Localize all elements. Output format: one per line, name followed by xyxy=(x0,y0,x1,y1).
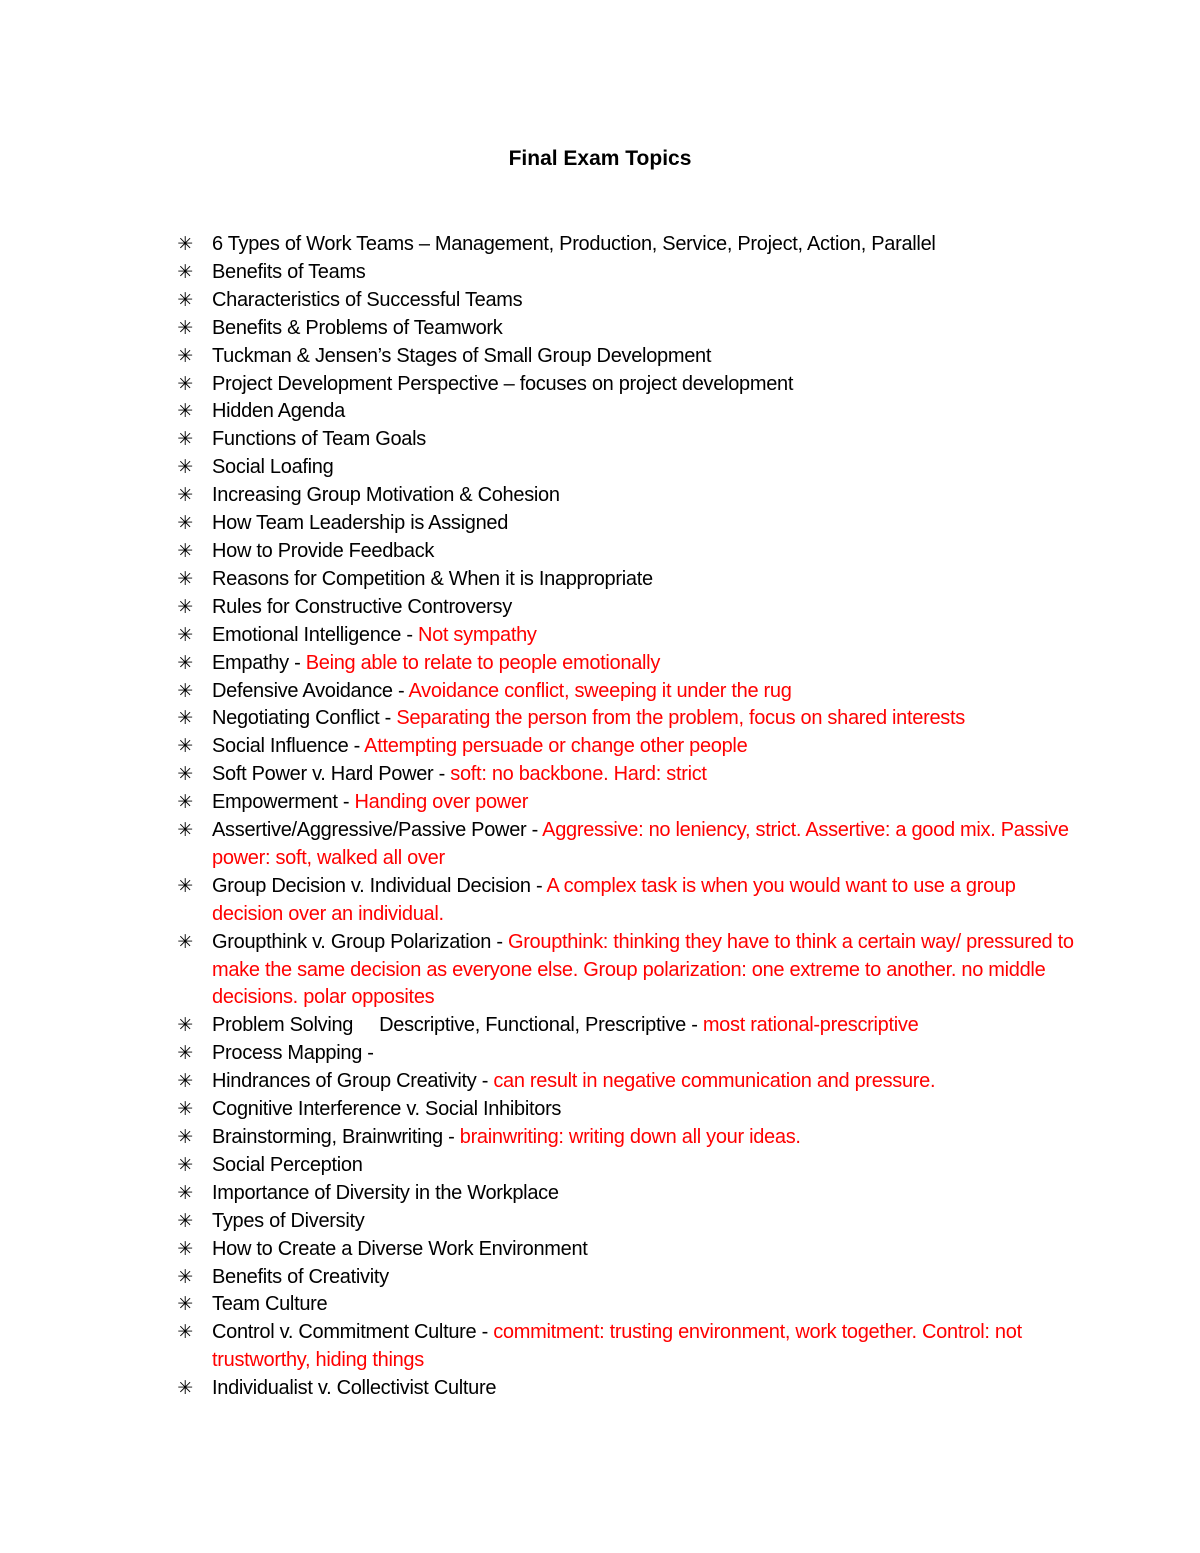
topic-note: can result in negative communication and pressure. xyxy=(493,1070,936,1093)
list-item xyxy=(174,287,1074,315)
topic-text: Project Development Perspective – focuses on project development xyxy=(212,372,794,395)
list-item xyxy=(174,315,1074,343)
topic-text: Importance of Diversity in the Workplace xyxy=(212,1181,559,1204)
asterisk-bullet-icon: ✳ xyxy=(177,400,193,423)
topic-text: Social Loafing xyxy=(212,456,334,479)
topic-text: Soft Power v. Hard Power - xyxy=(212,763,451,786)
list-item xyxy=(174,538,1074,566)
list-item xyxy=(174,454,1074,482)
topic-text: Empathy - xyxy=(212,651,306,674)
list-item xyxy=(174,398,1074,426)
list-item xyxy=(174,650,1074,678)
topic-list xyxy=(174,231,1074,1403)
list-item xyxy=(174,426,1074,454)
asterisk-bullet-icon: ✳ xyxy=(177,1237,193,1260)
list-item xyxy=(174,1291,1074,1319)
list-item xyxy=(174,1124,1074,1152)
list-item xyxy=(174,1012,1074,1040)
asterisk-bullet-icon: ✳ xyxy=(177,484,193,507)
asterisk-bullet-icon: ✳ xyxy=(177,1014,193,1037)
topic-text: Social Influence - xyxy=(212,735,365,758)
topic-text: Benefits of Creativity xyxy=(212,1265,389,1288)
list-item xyxy=(174,1319,1074,1375)
asterisk-bullet-icon: ✳ xyxy=(177,428,193,451)
topic-note: Attempting persuade or change other people xyxy=(364,735,748,758)
list-item xyxy=(174,1180,1074,1208)
asterisk-bullet-icon: ✳ xyxy=(177,1209,193,1232)
list-item xyxy=(174,1040,1074,1068)
asterisk-bullet-icon: ✳ xyxy=(177,595,193,618)
topic-text: Reasons for Competition & When it is Inappropriate xyxy=(212,567,653,590)
asterisk-bullet-icon: ✳ xyxy=(177,1098,193,1121)
page-title: Final Exam Topics xyxy=(508,147,692,170)
topic-text: Emotional Intelligence - xyxy=(212,623,418,646)
topic-note: Avoidance conflict, sweeping it under the rug xyxy=(408,679,792,702)
topic-text: How Team Leadership is Assigned xyxy=(212,512,509,535)
topic-text: Assertive/Aggressive/Passive Power - xyxy=(212,819,543,842)
asterisk-bullet-icon: ✳ xyxy=(177,1265,193,1288)
topic-note: Separating the person from the problem, focus on shared interests xyxy=(396,707,965,730)
list-item xyxy=(174,929,1074,1013)
asterisk-bullet-icon: ✳ xyxy=(177,372,193,395)
topic-text: Empowerment - xyxy=(212,791,355,814)
topic-note: Groupthink: thinking they have to think a certain way/ pressured to make the same decision as everyone else. Group polarization: one extreme to another. no middle decisions. polar opposites xyxy=(212,930,1074,1009)
topic-note: Not sympathy xyxy=(417,623,537,646)
asterisk-bullet-icon: ✳ xyxy=(177,233,193,255)
topic-text: Types of Diversity xyxy=(212,1209,365,1232)
topic-text: How to Provide Feedback xyxy=(212,539,435,562)
asterisk-bullet-icon: ✳ xyxy=(177,288,193,311)
topic-text: Negotiating Conflict - xyxy=(212,707,397,730)
list-item xyxy=(174,1375,1074,1403)
topic-text: Control v. Commitment Culture - xyxy=(212,1321,494,1344)
list-item xyxy=(174,371,1074,399)
asterisk-bullet-icon: ✳ xyxy=(177,735,193,758)
asterisk-bullet-icon: ✳ xyxy=(177,1377,193,1400)
asterisk-bullet-icon: ✳ xyxy=(177,763,193,786)
topic-note: Handing over power xyxy=(354,791,529,814)
topic-text: Defensive Avoidance - xyxy=(212,679,409,702)
topic-text: Hindrances of Group Creativity - xyxy=(212,1070,494,1093)
topic-text: Brainstorming, Brainwriting - xyxy=(212,1126,460,1148)
list-item xyxy=(174,622,1074,650)
topic-text: Problem Solving xyxy=(212,1014,354,1037)
topic-text: Team Culture xyxy=(212,1293,328,1316)
topic-text: Cognitive Interference v. Social Inhibitors xyxy=(212,1098,562,1121)
topic-text: Benefits & Problems of Teamwork xyxy=(212,316,503,339)
topic-text: Social Perception xyxy=(212,1153,363,1176)
list-item xyxy=(174,594,1074,622)
list-item xyxy=(174,1068,1074,1096)
topic-note: most rational-prescriptive xyxy=(702,1014,919,1037)
topic-text-continued: Descriptive, Functional, Prescriptive - xyxy=(379,1014,703,1037)
topic-text: Increasing Group Motivation & Cohesion xyxy=(212,484,560,507)
list-item xyxy=(174,1236,1074,1264)
topic-text: Rules for Constructive Controversy xyxy=(212,595,512,618)
list-item xyxy=(174,1264,1074,1292)
topic-text: Characteristics of Successful Teams xyxy=(212,288,523,311)
topic-note: soft: no backbone. Hard: strict xyxy=(450,763,707,786)
list-item xyxy=(174,705,1074,733)
asterisk-bullet-icon: ✳ xyxy=(177,1042,193,1065)
asterisk-bullet-icon: ✳ xyxy=(177,539,193,562)
topic-note: A complex task is when you would want to use a group decision over an individual. xyxy=(212,874,1016,925)
topic-text: 6 Types of Work Teams – Management, Production, Service, Project, Action, Parallel xyxy=(212,233,936,255)
asterisk-bullet-icon: ✳ xyxy=(177,1070,193,1093)
list-item xyxy=(174,873,1074,929)
list-item xyxy=(174,1208,1074,1236)
list-item xyxy=(174,343,1074,371)
list-item xyxy=(174,566,1074,594)
topic-note: brainwriting: writing down all your ideas. xyxy=(459,1126,801,1148)
list-item xyxy=(174,259,1074,287)
list-item xyxy=(174,1096,1074,1124)
topic-note: Aggressive: no leniency, strict. Assertive: a good mix. Passive power: soft, walked all over xyxy=(212,819,1069,869)
asterisk-bullet-icon: ✳ xyxy=(177,1181,193,1204)
list-item xyxy=(174,678,1074,706)
list-item xyxy=(174,1152,1074,1180)
topic-text: Group Decision v. Individual Decision - xyxy=(212,874,547,897)
topic-text: Benefits of Teams xyxy=(212,260,366,283)
list-item xyxy=(174,761,1074,789)
list-item xyxy=(174,789,1074,817)
asterisk-bullet-icon: ✳ xyxy=(177,791,193,814)
asterisk-bullet-icon: ✳ xyxy=(177,512,193,535)
list-item xyxy=(174,817,1074,873)
list-item xyxy=(174,482,1074,510)
topic-note: Being able to relate to people emotionally xyxy=(305,651,661,674)
list-item xyxy=(174,510,1074,538)
asterisk-bullet-icon: ✳ xyxy=(177,344,193,367)
list-item xyxy=(174,231,1074,259)
asterisk-bullet-icon: ✳ xyxy=(177,930,193,953)
topic-text: Individualist v. Collectivist Culture xyxy=(212,1377,497,1400)
asterisk-bullet-icon: ✳ xyxy=(177,651,193,674)
asterisk-bullet-icon: ✳ xyxy=(177,1126,193,1148)
asterisk-bullet-icon: ✳ xyxy=(177,1321,193,1344)
asterisk-bullet-icon: ✳ xyxy=(177,679,193,702)
topic-text: Hidden Agenda xyxy=(212,400,345,423)
topic-text: Tuckman & Jensen’s Stages of Small Group Development xyxy=(212,344,712,367)
asterisk-bullet-icon: ✳ xyxy=(177,456,193,479)
asterisk-bullet-icon: ✳ xyxy=(177,567,193,590)
list-item xyxy=(174,733,1074,761)
asterisk-bullet-icon: ✳ xyxy=(177,316,193,339)
asterisk-bullet-icon: ✳ xyxy=(177,1153,193,1176)
topic-text: Groupthink v. Group Polarization - xyxy=(212,930,508,953)
topic-text: Process Mapping - xyxy=(212,1042,374,1065)
topic-text: Functions of Team Goals xyxy=(212,428,426,451)
asterisk-bullet-icon: ✳ xyxy=(177,874,193,897)
asterisk-bullet-icon: ✳ xyxy=(177,260,193,283)
topic-note: commitment: trusting environment, work together. Control: not trustworthy, hiding things xyxy=(212,1321,1022,1372)
asterisk-bullet-icon: ✳ xyxy=(177,707,193,730)
topic-text: How to Create a Diverse Work Environment xyxy=(212,1237,588,1260)
asterisk-bullet-icon: ✳ xyxy=(177,1293,193,1316)
asterisk-bullet-icon: ✳ xyxy=(177,819,193,842)
asterisk-bullet-icon: ✳ xyxy=(177,623,193,646)
